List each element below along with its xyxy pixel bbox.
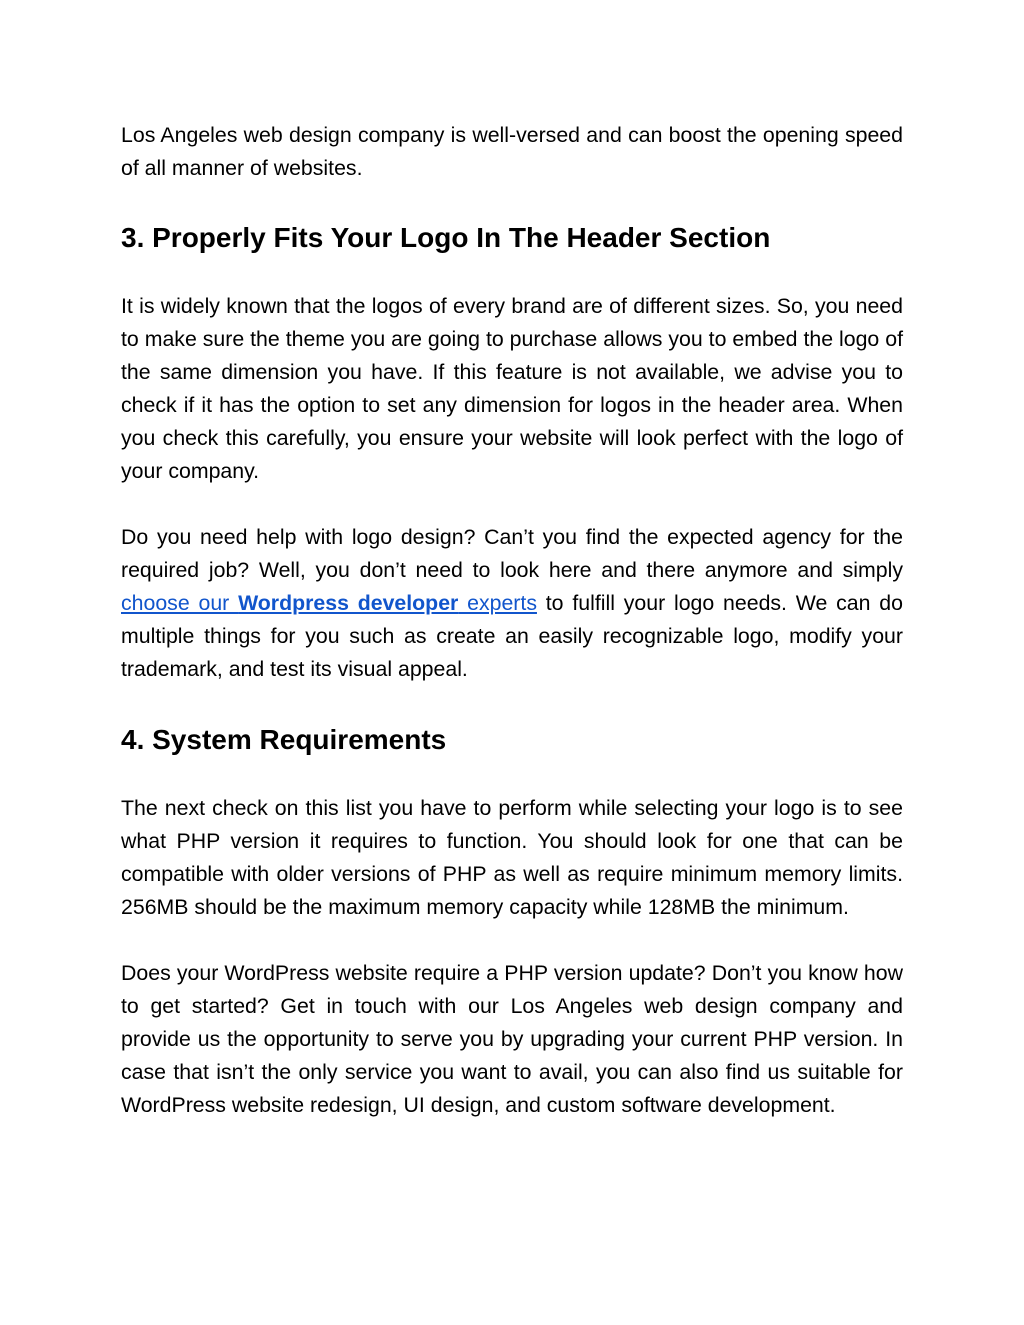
system-paragraph-1: The next check on this list you have to perform while selecting your logo is to see what PHP version it requires to function. You should look for one that can be compatible with older versions of PHP as well as require minimum memory limits. 256MB should be the maximum memory capacity while 128MB the minimum. [121, 796, 903, 919]
logo-paragraph-2-before: Do you need help with logo design? Can’t you find the expected agency for the required job? Well, you don’t need to look here and there anymore and simply [121, 525, 903, 582]
system-paragraph-2: Does your WordPress website require a PHP version update? Don’t you know how to get started? Get in touch with our Los Angeles web design company and provide us the opportunity to serve you by upgrading your current PHP version. In case that isn’t the only service you want to avail, you can also find us suitable for WordPress website redesign, UI design, and custom software development. [121, 961, 903, 1117]
logo-paragraph-2-after: to fulfill your logo needs. We can do multiple things for you such as create an easily recognizable logo, modify your trademark, and test its visual appeal. [121, 591, 903, 681]
logo-paragraph-1: It is widely known that the logos of every brand are of different sizes. So, you need to make sure the theme you are going to purchase allows you to embed the logo of the same dimension you have. If this feature is not available, we advise you to check if it has the option to set any dimension for logos in the header area. When you check this carefully, you ensure your website will look perfect with the logo of your company. [121, 294, 903, 483]
document-page [121, 119, 903, 1122]
wordpress-developer-link[interactable] [121, 591, 537, 615]
intro-paragraph: Los Angeles web design company is well-versed and can boost the opening speed of all manner of websites. [121, 123, 903, 180]
section-heading-logo: 3. Properly Fits Your Logo In The Header Section [121, 222, 771, 253]
link-text-bold: Wordpress developer [238, 591, 459, 615]
section-heading-system: 4. System Requirements [121, 724, 447, 755]
link-text-part-1: choose our [121, 591, 239, 615]
logo-paragraph-2 [121, 521, 903, 686]
link-text-part-3: experts [458, 591, 537, 615]
